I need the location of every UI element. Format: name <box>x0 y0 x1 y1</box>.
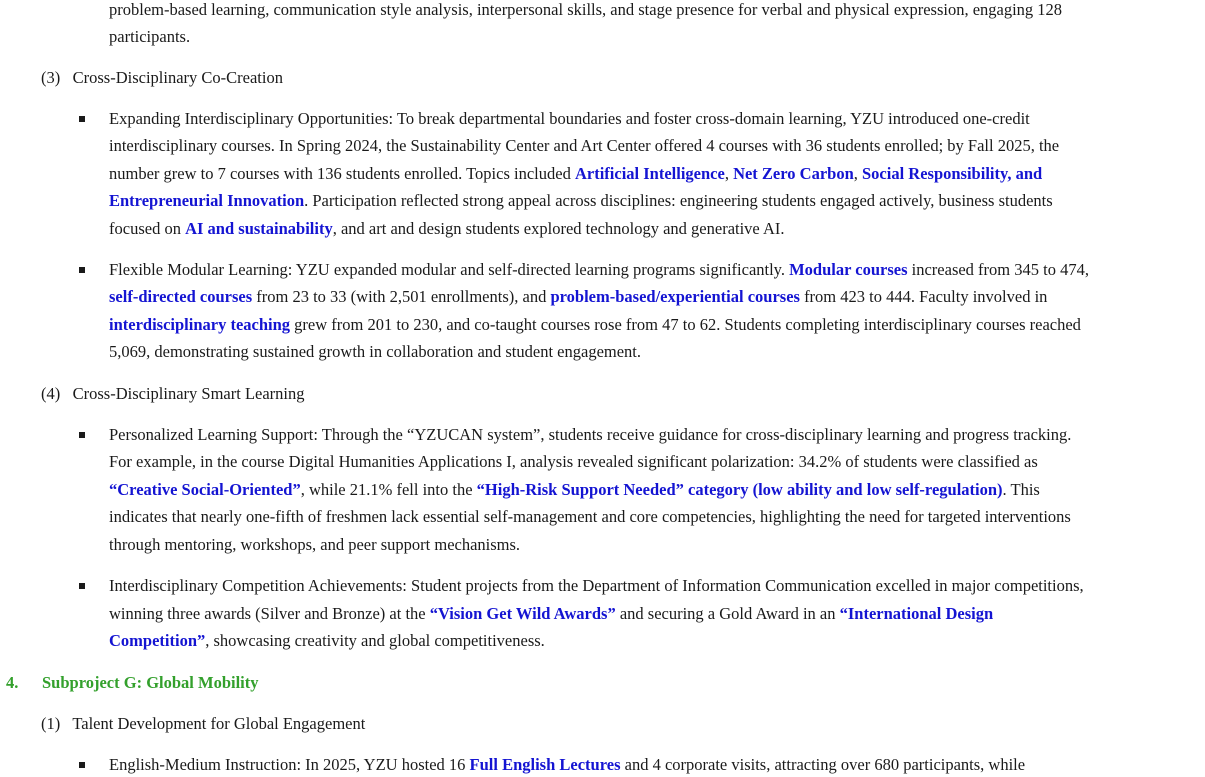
b32-line-3 <box>109 315 1081 335</box>
b31-line-3 <box>109 164 1042 184</box>
text: and 4 corporate visits, attracting over 680 participants, while <box>620 755 1026 774</box>
highlight-net-zero-carbon: Net Zero Carbon <box>733 164 854 183</box>
text: English-Medium Instruction: In 2025, YZU hosted 16 <box>109 755 470 774</box>
text: , and art and design students explored technology and generative AI. <box>332 219 785 238</box>
highlight-international-design: “International Design <box>839 604 994 623</box>
highlight-entrepreneurial-innovation: Entrepreneurial Innovation <box>109 191 305 210</box>
b32-line-2 <box>109 287 1047 307</box>
highlight-competition: Competition” <box>109 631 206 650</box>
b31-line-4 <box>109 191 1053 211</box>
subsection-4-title: Cross-Disciplinary Smart Learning <box>72 384 305 403</box>
b41-line-1: Personalized Learning Support: Through the “YZUCAN system”, students receive guidance for cross-disciplinary learning and progress tracking. <box>109 425 1072 444</box>
highlight-modular-courses: Modular courses <box>789 260 908 279</box>
subsection-g1-heading <box>41 714 365 734</box>
top-item-line-1: problem-based learning, communication style analysis, interpersonal skills, and stage presence for verbal and physical expression, engaging 128 <box>109 0 1063 19</box>
highlight-self-directed-courses: self-directed courses <box>109 287 253 306</box>
b42-line-3 <box>109 631 545 651</box>
bullet-marker <box>79 583 85 589</box>
b32-line-1 <box>109 260 1089 280</box>
highlight-social-responsibility: Social Responsibility <box>862 164 1008 183</box>
text: from 23 to 33 (with 2,501 enrollments), and <box>252 287 551 306</box>
text: . Participation reflected strong appeal across disciplines: engineering students engaged actively, business students <box>304 191 1053 210</box>
text: increased from 345 to 474, <box>907 260 1089 279</box>
text: , while 21.1% fell into the <box>300 480 477 499</box>
bullet-marker <box>79 267 85 273</box>
bg1-line-1 <box>109 755 1025 775</box>
bullet-marker <box>79 762 85 768</box>
text: grew from 201 to 230, and co-taught courses rose from 47 to 62. Students completing interdisciplinary courses reached <box>290 315 1081 334</box>
subsection-3-title: Cross-Disciplinary Co-Creation <box>72 68 283 87</box>
text: focused on <box>109 219 186 238</box>
highlight-high-risk-support: “High-Risk Support Needed” category (low ability and low self-regulation) <box>476 480 1003 499</box>
text: , showcasing creativity and global competitiveness. <box>205 631 545 650</box>
b31-line-5 <box>109 219 785 239</box>
b41-line-5: through mentoring, workshops, and peer support mechanisms. <box>109 535 521 554</box>
bullet-marker <box>79 116 85 122</box>
highlight-artificial-intelligence: Artificial Intelligence <box>574 164 725 183</box>
subsection-g1-title: Talent Development for Global Engagement <box>72 714 366 733</box>
subsection-4-heading <box>41 384 305 404</box>
b41-line-4: indicates that nearly one-fifth of freshmen lack essential self-management and core competencies, highlighting the need for targeted interventions <box>109 507 1071 526</box>
subsection-3-heading <box>41 68 283 88</box>
highlight-interdisciplinary-teaching: interdisciplinary teaching <box>109 315 291 334</box>
highlight-and: , and <box>1007 164 1043 183</box>
text: , <box>724 164 734 183</box>
subsection-3-number: (3) <box>41 68 61 87</box>
highlight-full-english-lectures: Full English Lectures <box>469 755 621 774</box>
text: . This <box>1002 480 1040 499</box>
text: , <box>853 164 862 183</box>
text: from 423 to 444. Faculty involved in <box>799 287 1048 306</box>
highlight-creative-social-oriented: “Creative Social-Oriented” <box>109 480 301 499</box>
highlight-ai-sustainability: AI and sustainability <box>185 219 333 238</box>
text: number grew to 7 courses with 136 students enrolled. Topics included <box>109 164 575 183</box>
b41-line-3 <box>109 480 1040 500</box>
b42-line-1: Interdisciplinary Competition Achievements: Student projects from the Department of Information Communication excelled in major competitions, <box>109 576 1084 595</box>
highlight-vision-get-wild: “Vision Get Wild Awards” <box>429 604 616 623</box>
top-item-line-2: participants. <box>109 27 191 46</box>
section-number: 4. <box>6 673 19 692</box>
subsection-4-number: (4) <box>41 384 61 403</box>
b41-line-2: For example, in the course Digital Humanities Applications I, analysis revealed significant polarization: 34.2% of students were classified as <box>109 452 1038 471</box>
text: winning three awards (Silver and Bronze) at the <box>109 604 430 623</box>
section-title: Subproject G: Global Mobility <box>42 673 259 692</box>
text: and securing a Gold Award in an <box>615 604 840 623</box>
highlight-problem-based-courses: problem-based/experiential courses <box>550 287 800 306</box>
b42-line-2 <box>109 604 993 624</box>
b32-line-4: 5,069, demonstrating sustained growth in collaboration and student engagement. <box>109 342 642 361</box>
b31-line-1: Expanding Interdisciplinary Opportunities: To break departmental boundaries and foster cross-domain learning, YZU introduced one-credit <box>109 109 1030 128</box>
bullet-marker <box>79 432 85 438</box>
text: Flexible Modular Learning: YZU expanded modular and self-directed learning programs significantly. <box>109 260 790 279</box>
subsection-g1-number: (1) <box>41 714 61 733</box>
b31-line-2: interdisciplinary courses. In Spring 2024, the Sustainability Center and Art Center offered 4 courses with 36 students enrolled; by Fall 2025, the <box>109 136 1060 155</box>
